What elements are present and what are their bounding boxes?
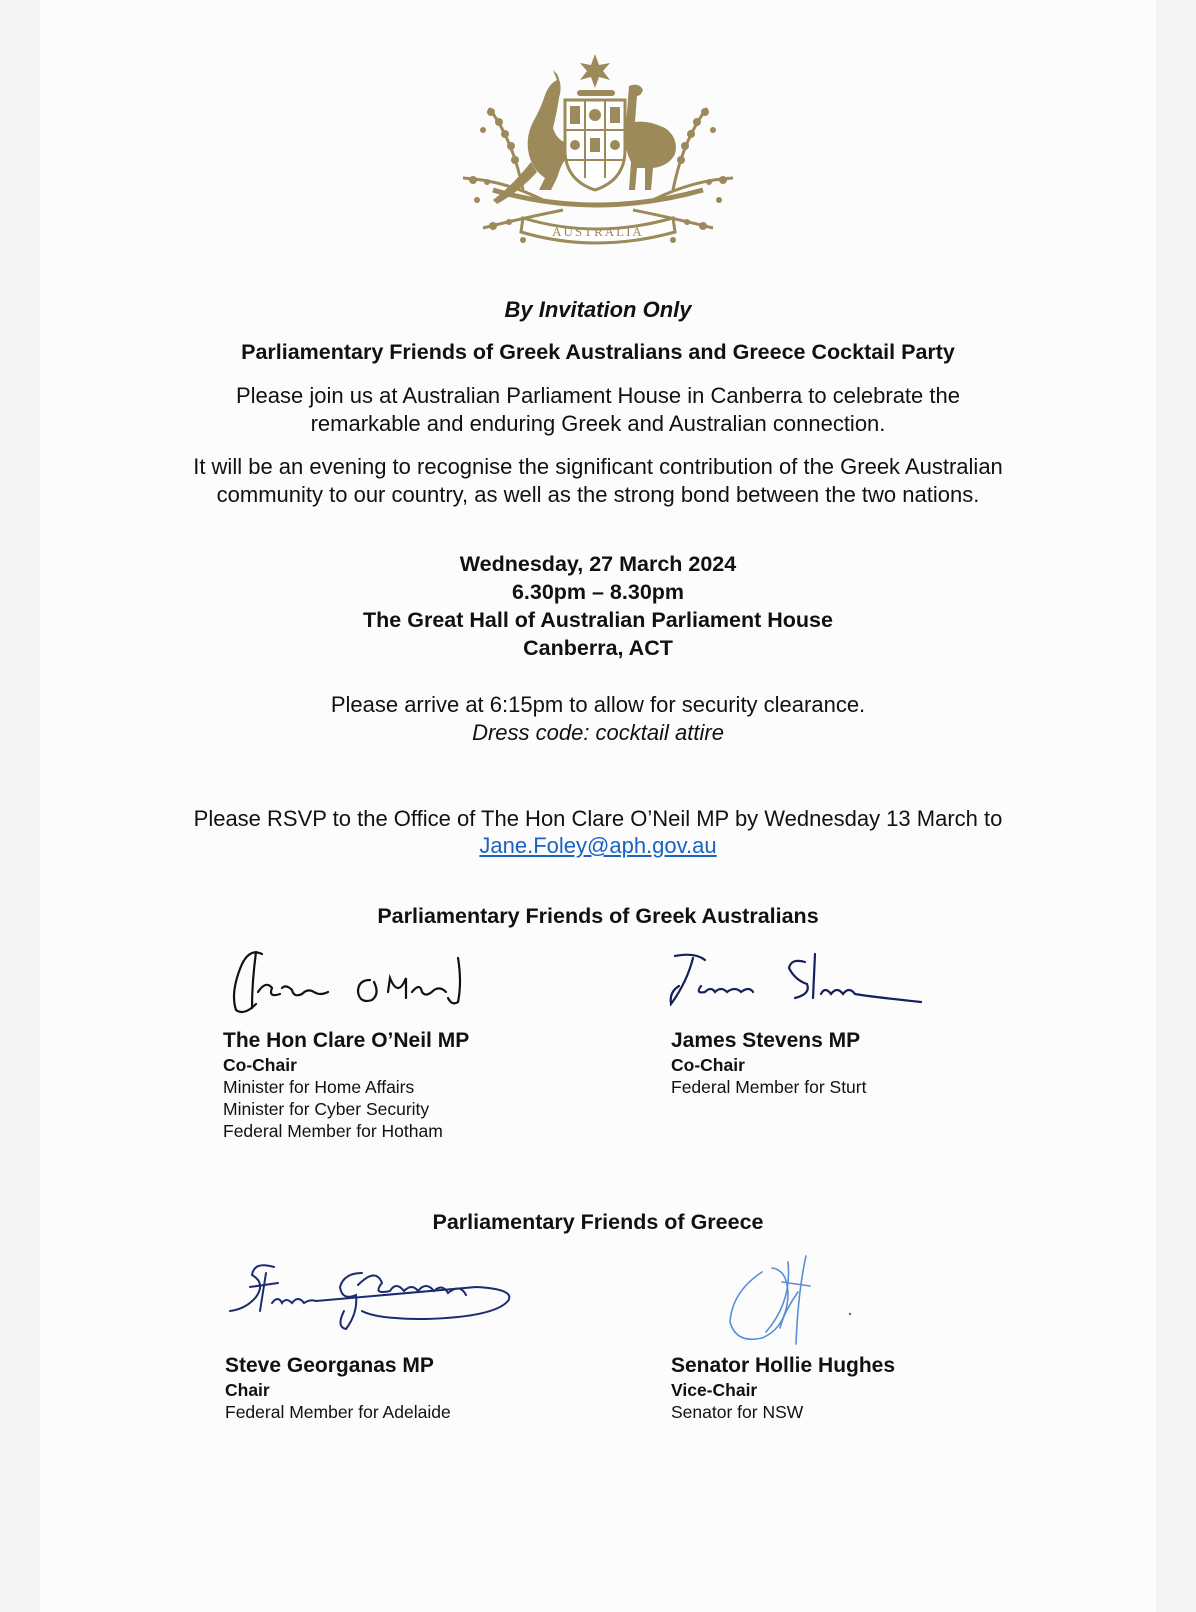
person-title: Federal Member for Hotham: [223, 1121, 443, 1141]
person-name: Senator Hollie Hughes: [671, 1354, 896, 1377]
invitation-only-label: By Invitation Only: [504, 297, 692, 322]
person-role: Co-Chair: [671, 1055, 745, 1075]
person-hollie-hughes: [671, 1353, 895, 1423]
dress-code: Dress code: cocktail attire: [472, 720, 724, 745]
coat-of-arms-crest: [453, 50, 743, 265]
group-heading-greece: Parliamentary Friends of Greece: [432, 1210, 764, 1234]
event-date: Wednesday, 27 March 2024: [459, 552, 737, 576]
signature-steve-georganas: [226, 1253, 516, 1333]
emu-icon: [625, 85, 676, 190]
description-paragraph-line-1: It will be an evening to recognise the significant contribution of the Greek Australian: [193, 454, 1003, 479]
person-title: Federal Member for Sturt: [671, 1077, 867, 1097]
signature-hollie-hughes: [722, 1252, 862, 1352]
rsvp-text: Please RSVP to the Office of The Hon Clare O’Neil MP by Wednesday 13 March to: [193, 806, 1003, 831]
person-name: Steve Georganas MP: [225, 1354, 434, 1377]
person-title: Minister for Cyber Security: [223, 1099, 430, 1119]
signature-clare-oneil: [222, 942, 482, 1022]
signature-james-stevens: [665, 946, 927, 1016]
crest-motto: AUSTRALIA: [552, 224, 644, 239]
arrival-note: Please arrive at 6:15pm to allow for security clearance.: [330, 692, 866, 717]
event-venue: The Great Hall of Australian Parliament House: [363, 608, 833, 632]
person-james-stevens: [671, 1028, 866, 1098]
person-steve-georganas: [225, 1353, 451, 1423]
description-paragraph-line-2: community to our country, as well as the strong bond between the two nations.: [216, 482, 980, 507]
person-name: The Hon Clare O’Neil MP: [223, 1029, 470, 1052]
person-role: Chair: [225, 1380, 270, 1400]
person-role: Co-Chair: [223, 1055, 297, 1075]
person-title: Senator for NSW: [671, 1402, 804, 1422]
group-heading-greek-australians: Parliamentary Friends of Greek Australians: [377, 904, 819, 928]
rsvp-email-line: [0, 831, 1196, 860]
person-name: James Stevens MP: [671, 1029, 861, 1052]
person-clare-oneil: [223, 1028, 469, 1142]
rsvp-email-link[interactable]: Jane.Foley@aph.gov.au: [479, 833, 717, 858]
event-city: Canberra, ACT: [523, 636, 673, 660]
intro-paragraph-line-1: Please join us at Australian Parliament House in Canberra to celebrate the: [236, 383, 960, 408]
intro-paragraph-line-2: remarkable and enduring Greek and Australian connection.: [310, 411, 886, 436]
event-time: 6.30pm – 8.30pm: [511, 580, 685, 604]
person-title: Federal Member for Adelaide: [225, 1402, 451, 1422]
event-title: Parliamentary Friends of Greek Australians and Greece Cocktail Party: [241, 340, 955, 364]
person-role: Vice-Chair: [671, 1380, 758, 1400]
person-title: Minister for Home Affairs: [223, 1077, 415, 1097]
commonwealth-star-icon: [580, 54, 610, 88]
